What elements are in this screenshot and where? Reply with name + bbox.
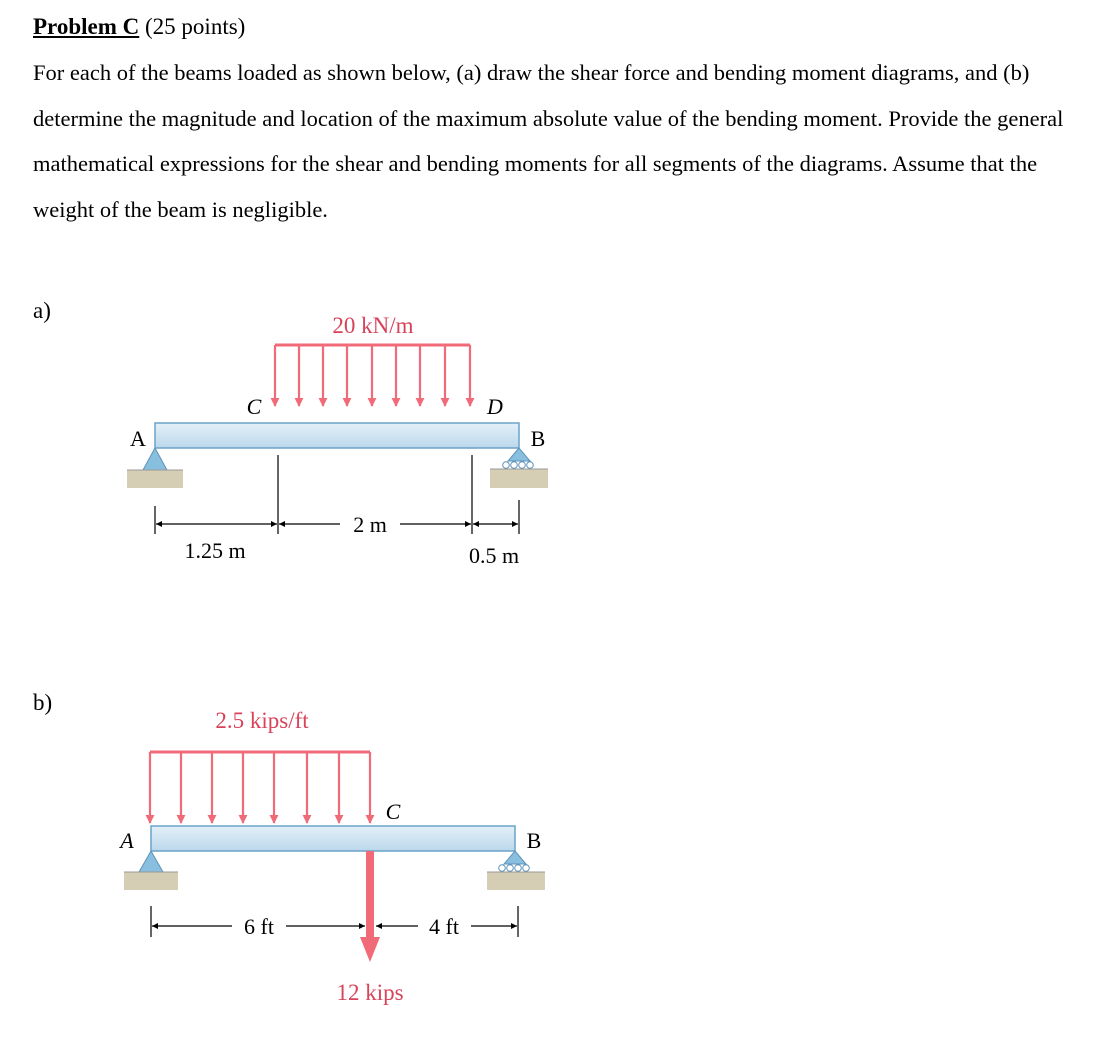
figure-a-point-a: A (130, 426, 146, 451)
figure-a-distributed-load (275, 345, 470, 406)
figure-b-point-load-label: 12 kips (336, 980, 404, 1005)
figure-a-dimensions (155, 455, 519, 534)
figure-b-roller-support (487, 851, 545, 890)
figure-a-point-d: D (487, 394, 503, 419)
figure-b-dim-2: 4 ft (429, 914, 459, 939)
figure-a-pin-support (127, 448, 183, 488)
figure-a-load-label: 20 kN/m (332, 313, 414, 338)
figure-b-point-b: B (526, 828, 542, 853)
problem-name: Problem C (33, 14, 140, 39)
figure-a-point-b: B (530, 426, 546, 451)
figure-a-label: a) (33, 298, 51, 323)
figure-a-dim-3: 0.5 m (468, 543, 520, 568)
figure-b-point-c: C (385, 799, 401, 824)
figure-b-load-label: 2.5 kips/ft (215, 708, 309, 733)
problem-statement: For each of the beams loaded as shown below, (a) draw the shear force and bending moment diagrams, and (b) determine the magnitude and location of the maximum absolute value of the bending moment. Provide the general mathematical expressions for the shear and bending moments for all segments of the diagrams. Assume that the weight of the beam is negligible. (33, 60, 1064, 222)
figure-b-point-load-arrow (360, 851, 380, 962)
figure-a-roller-support (490, 448, 548, 488)
figure-b-label: b) (33, 690, 53, 715)
figure-a-beam (155, 423, 519, 448)
figure-a-dim-2: 2 m (353, 512, 387, 537)
figure-b-dim-1: 6 ft (244, 914, 274, 939)
figure-b-distributed-load (150, 752, 370, 823)
figure-a-point-c: C (246, 394, 262, 419)
figure-a (127, 313, 548, 568)
figure-b (118, 708, 545, 1005)
figure-b-point-a: A (120, 828, 134, 853)
figure-b-pin-support (124, 851, 178, 890)
figure-b-beam (151, 826, 515, 851)
figure-a-dim-1: 1.25 m (184, 538, 246, 563)
figure-b-dimensions (151, 906, 518, 937)
problem-points: (25 points) (145, 14, 246, 39)
